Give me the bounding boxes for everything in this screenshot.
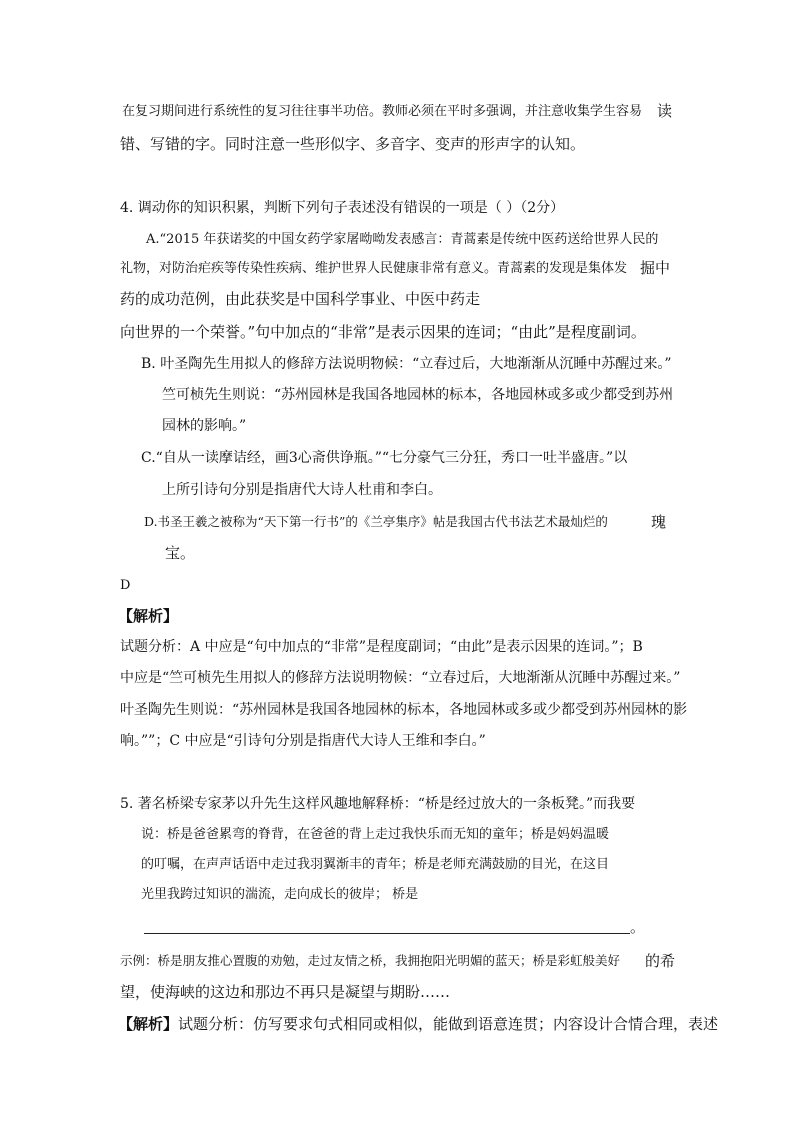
q4-option-d-line-2: 宝。 (165, 544, 196, 562)
q4-analysis-title: 【解析】 (118, 607, 179, 625)
q4-option-b-line-1: B. 叶圣陶先生用拟人的修辞方法说明物候：“立春过后，大地渐渐从沉睡中苏醒过来。” (141, 356, 672, 372)
q5-example-line-1-end: 的希 (645, 952, 676, 970)
q4-option-a-line-3: 药的成功范例，由此获奖是中国科学事业、中医中药走 (120, 290, 481, 308)
q4-answer: D (120, 578, 131, 593)
q5-analysis-line-1: 试题分析：仿写要求句式相同或相似，能做到语意连贯；内容设计合情合理，表述 (178, 1015, 719, 1033)
q4-analysis-line-4: 响。””；C 中应是“引诗句分别是指唐代大诗人王维和李白。” (120, 733, 486, 749)
q4-option-a-line-2: 礼物，对防治疟疾等传染性疾病、维护世界人民健康非常有意义。青蒿素的发现是集体发 (120, 261, 628, 276)
q4-analysis-line-3: 叶圣陶先生则说：“苏州园林是我国各地园林的标本，各地园林或多或少都受到苏州园林的影 (120, 702, 688, 718)
q5-line-2: 说：桥是爸爸累弯的脊背，在爸爸的背上走过我快乐而无知的童年；桥是妈妈温暖 (141, 827, 610, 842)
q5-example-line-1: 示例：桥是朋友推心置腹的劝勉，走过友情之桥，我拥抱阳光明媚的蓝天；桥是彩虹般美好 (120, 953, 621, 968)
q4-analysis-line-2: 中应是“竺可桢先生用拟人的修辞方法说明物候：“立春过后，大地渐渐从沉睡中苏醒过来。” (120, 670, 681, 686)
q4-option-d-line-1: D.书圣王羲之被称为“天下第一行书”的《兰亭集序》帖是我国古代书法艺术最灿烂的 (144, 514, 608, 529)
q5-line-4: 光里我跨过知识的湍流，走向成长的彼岸； 桥是 (141, 887, 419, 902)
q4-option-a-line-4: 向世界的一个荣誉。”句中加点的“非常”是表示因果的连词；“由此”是程度副词。 (120, 323, 646, 341)
q5-answer-blank-line (144, 933, 630, 934)
q5-stem: 5. 著名桥梁专家茅以升先生这样风趣地解释桥：“桥是经过放大的一条板凳。”而我要 (120, 796, 636, 812)
intro-line-1-end: 读 (657, 102, 673, 120)
q4-option-b-line-3: 园林的影响。” (162, 418, 247, 434)
q4-option-c-line-1: C.“自从一读摩诘经，画3心斋供诤瓶。”“七分豪气三分狂，秀口一吐半盛唐。”以 (141, 450, 628, 466)
q5-analysis-title: 【解析】 (118, 1015, 179, 1033)
q5-line-3: 的叮嘱，在声声话语中走过我羽翼渐丰的青年；桥是老师充满鼓励的目光，在这目 (141, 857, 610, 872)
q5-analysis-row (118, 1017, 718, 1032)
q4-option-c-line-2: 上所引诗句分别是指唐代大诗人杜甫和李白。 (162, 482, 442, 498)
q4-option-a-line-1: A.“2015 年获诺奖的中国女药学家屠呦呦发表感言：青蒿素是传统中医药送给世界人民的 (146, 232, 659, 247)
q4-option-a-line-2-end: 掘中 (640, 259, 671, 277)
q4-stem: 4. 调动你的知识积累，判断下列句子表述没有错误的一项是（ ）（2分） (120, 200, 565, 216)
intro-line-1: 在复习期间进行系统性的复习往往事半功倍。教师必须在平时多强调，并注意收集学生容易 (122, 104, 643, 119)
q4-option-b-line-2: 竺可桢先生则说：“苏州园林是我国各地园林的标本，各地园林或多或少都受到苏州 (162, 387, 674, 403)
intro-line-2: 错、写错的字。同时注意一些形似字、多音字、变声的形声字的认知。 (120, 135, 586, 153)
q5-example-line-2: 望，使海峡的这边和那边不再只是凝望与期盼…… (120, 983, 451, 1001)
q4-analysis-line-1: 试题分析：A 中应是“句中加点的“非常”是程度副词；“由此”是表示因果的连词。”；B (120, 639, 643, 655)
q5-blank-end-mark: 。 (630, 918, 646, 936)
q4-option-d-line-1-end: 瑰 (651, 513, 667, 531)
